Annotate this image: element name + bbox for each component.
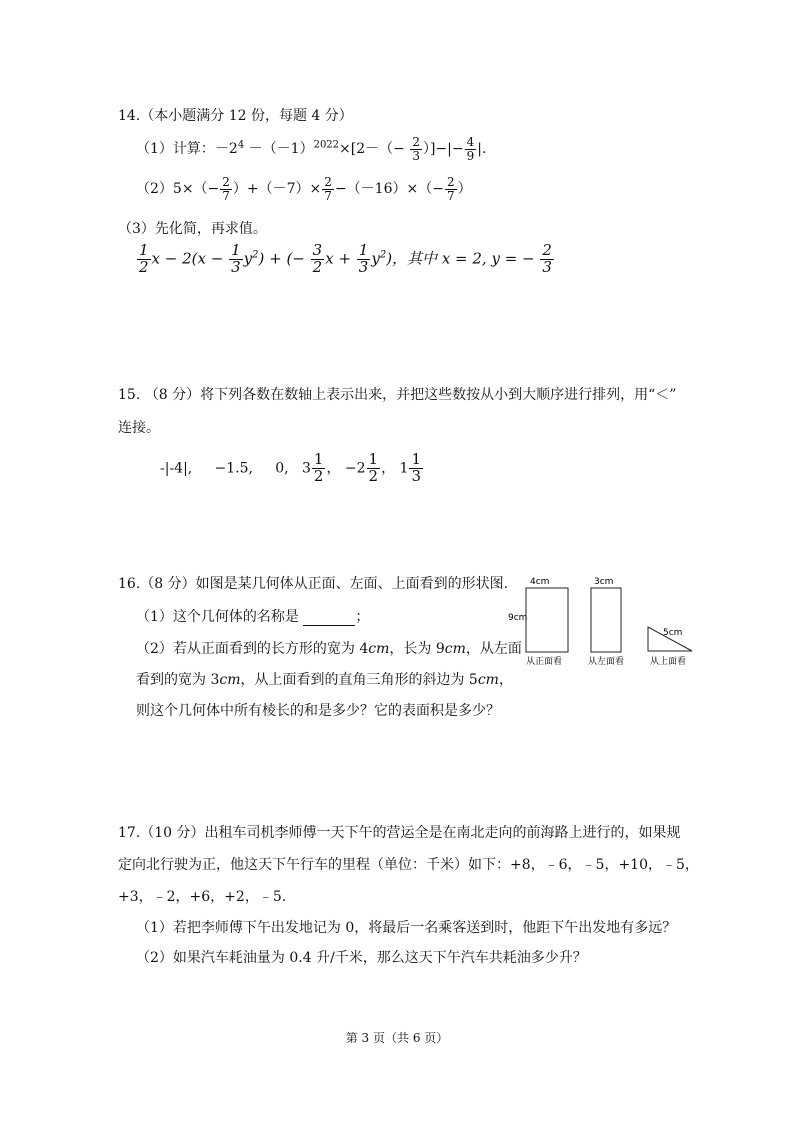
q15-line1: 15. （8 分）将下列各数在数轴上表示出来，并把这些数按从小到大顺序进行排列，用“＜” <box>118 387 677 403</box>
fraction: $\frac{1}{2}$ <box>368 450 379 485</box>
fraction: $\frac{2}{3}$ <box>412 135 420 163</box>
q15-line2: 连接。 <box>118 420 160 436</box>
fraction: $\frac{1}{2}$ <box>139 241 149 276</box>
q16-part1: （1）这个几何体的名称是 ； <box>136 609 370 625</box>
front-height-label: 9cm <box>508 613 528 623</box>
q16-part2-line1: （2）若从正面看到的长方形的宽为 4cm，长为 9cm，从左面 <box>136 641 522 657</box>
side-width-label: 3cm <box>594 577 614 587</box>
front-view-caption: 从正面看 <box>526 657 563 667</box>
fraction: $\frac{3}{2}$ <box>312 241 323 276</box>
fraction: $\frac{1}{3}$ <box>411 450 421 485</box>
q17-part1: （1）若把李师傅下午出发地记为 0，将最后一名乘客送到时，他距下午出发地有多远？ <box>136 920 677 936</box>
q17-line3: +3，﹣2，+6，+2，﹣5. <box>118 889 287 905</box>
answer-blank <box>303 611 355 626</box>
page-footer: 第 3 页（共 6 页） <box>345 1031 449 1045</box>
q17-part2: （2）如果汽车耗油量为 0.4 升/千米，那么这天下午汽车共耗油多少升？ <box>136 950 587 966</box>
q14-part3-label: （3）先化简，再求值。 <box>118 221 267 237</box>
three-view-figure <box>500 574 700 674</box>
q14-part1: （1）计算：$-2^4 -(-1)^{2022}\times[2-(-$ $\frac{2}{3}$ ）]−|− $\frac{4}{9}$ |. <box>136 135 487 163</box>
fraction: $\frac{4}{9}$ <box>466 135 475 163</box>
top-view-caption: 从上面看 <box>650 657 687 667</box>
q14-part3-expression: $\frac{1}{2}$ x − 2(x − $\frac{1}{3}$ $y^2$) + (− $\frac{3}{2}$ x + $\frac{1}{3}$ $y^2$)，其中 x = 2, y = − $\frac{2}{3}$ <box>139 241 552 276</box>
top-hyp-label: 5cm <box>663 628 683 638</box>
q16-part2-line2: 看到的宽为 3cm，从上面看到的直角三角形的斜边为 5cm， <box>136 672 513 688</box>
q14-header: 14.（本小题满分 12 份，每题 4 分） <box>118 108 353 124</box>
front-view-rect <box>526 588 568 652</box>
front-width-label: 4cm <box>530 577 550 587</box>
q17-line2: 定向北行驶为正，他这天下午行车的里程（单位：千米）如下：+8，﹣6，﹣5，+10，﹣5， <box>118 857 699 873</box>
q16-header: 16.（8 分）如图是某几何体从正面、左面、上面看到的形状图. <box>118 576 509 592</box>
q15-numbers: -|-4|, −1.5, 0, 3 $\frac{1}{2}$ ， −2 $\frac{1}{2}$ ， 1 $\frac{1}{3}$ <box>160 450 421 485</box>
fraction: $\frac{2}{7}$ <box>324 175 332 203</box>
fraction: $\frac{2}{7}$ <box>222 175 230 203</box>
fraction: $\frac{1}{2}$ <box>313 450 324 485</box>
fraction: $\frac{2}{7}$ <box>446 175 455 203</box>
fraction: $\frac{2}{3}$ <box>542 241 552 276</box>
q14-part2: （2）5×（− $\frac{2}{7}$ ）+（－7）× $\frac{2}{7}$ −（－16）×（− $\frac{2}{7}$ ） <box>136 175 472 203</box>
side-view-rect <box>591 588 621 652</box>
q17-line1: 17.（10 分）出租车司机李师傅一天下午的营运全是在南北走向的前海路上进行的，如果规 <box>118 825 681 841</box>
q16-part2-line3: 则这个几何体中所有棱长的和是多少？它的表面积是多少？ <box>136 703 500 719</box>
fraction: $\frac{1}{3}$ <box>358 241 369 276</box>
fraction: $\frac{1}{3}$ <box>231 241 241 276</box>
side-view-caption: 从左面看 <box>588 657 625 667</box>
